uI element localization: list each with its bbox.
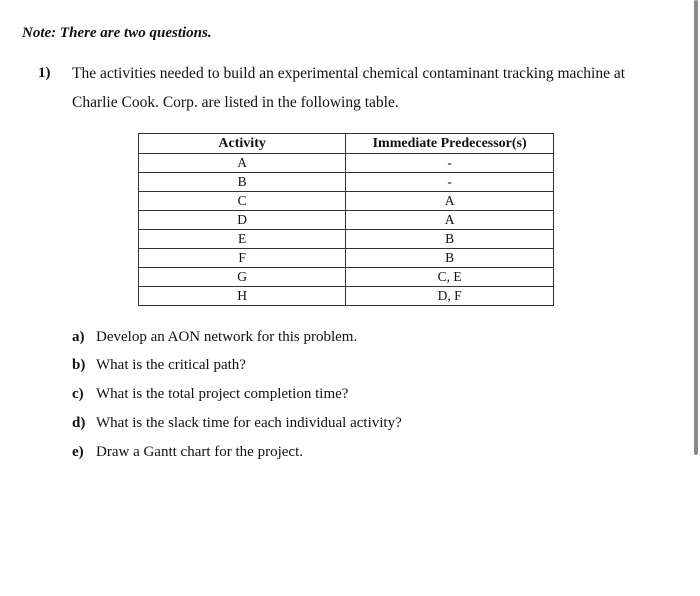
subquestion-label: b) — [72, 357, 86, 373]
subquestion-e — [72, 444, 303, 461]
table-row — [139, 268, 554, 287]
subquestion-text: What is the critical path? — [96, 357, 246, 373]
predecessor-cell: B — [346, 249, 554, 268]
predecessor-cell: - — [346, 173, 554, 192]
subquestion-b — [72, 357, 246, 374]
predecessor-cell: C, E — [346, 268, 554, 287]
table-row — [139, 287, 554, 306]
predecessor-cell: B — [346, 230, 554, 249]
header-predecessors: Immediate Predecessor(s) — [346, 134, 554, 154]
subquestion-label: a) — [72, 329, 85, 345]
predecessor-cell: A — [346, 192, 554, 211]
table-row — [139, 192, 554, 211]
activity-cell: C — [139, 192, 346, 211]
predecessor-cell: - — [346, 154, 554, 173]
subquestion-text: What is the total project completion time? — [96, 386, 349, 402]
activity-cell: F — [139, 249, 346, 268]
subquestion-a — [72, 329, 357, 346]
activity-table — [138, 133, 554, 306]
table-row — [139, 211, 554, 230]
header-activity: Activity — [139, 134, 346, 154]
activity-cell: D — [139, 211, 346, 230]
predecessor-cell: A — [346, 211, 554, 230]
vertical-scrollbar[interactable] — [694, 0, 698, 455]
activity-cell: B — [139, 173, 346, 192]
subquestion-text: What is the slack time for each individual activity? — [96, 415, 402, 431]
table-row — [139, 154, 554, 173]
activity-cell: H — [139, 287, 346, 306]
activity-cell: E — [139, 230, 346, 249]
table-row — [139, 230, 554, 249]
question-text-line-2: Charlie Cook. Corp. are listed in the following table. — [72, 94, 399, 111]
predecessor-cell: D, F — [346, 287, 554, 306]
question-number: 1) — [38, 65, 51, 81]
activity-cell: G — [139, 268, 346, 287]
subquestion-text: Draw a Gantt chart for the project. — [96, 444, 303, 460]
subquestion-label: c) — [72, 386, 84, 402]
subquestion-label: e) — [72, 444, 84, 460]
table-row — [139, 173, 554, 192]
activity-cell: A — [139, 154, 346, 173]
note-heading: Note: There are two questions. — [22, 25, 212, 41]
table-row — [139, 249, 554, 268]
subquestion-d — [72, 415, 402, 432]
subquestion-c — [72, 386, 348, 403]
question-text-line-1: The activities needed to build an experimental chemical contaminant tracking machine at — [72, 65, 626, 82]
table-header-row — [139, 134, 554, 154]
subquestion-label: d) — [72, 415, 86, 431]
subquestion-text: Develop an AON network for this problem. — [96, 329, 358, 345]
